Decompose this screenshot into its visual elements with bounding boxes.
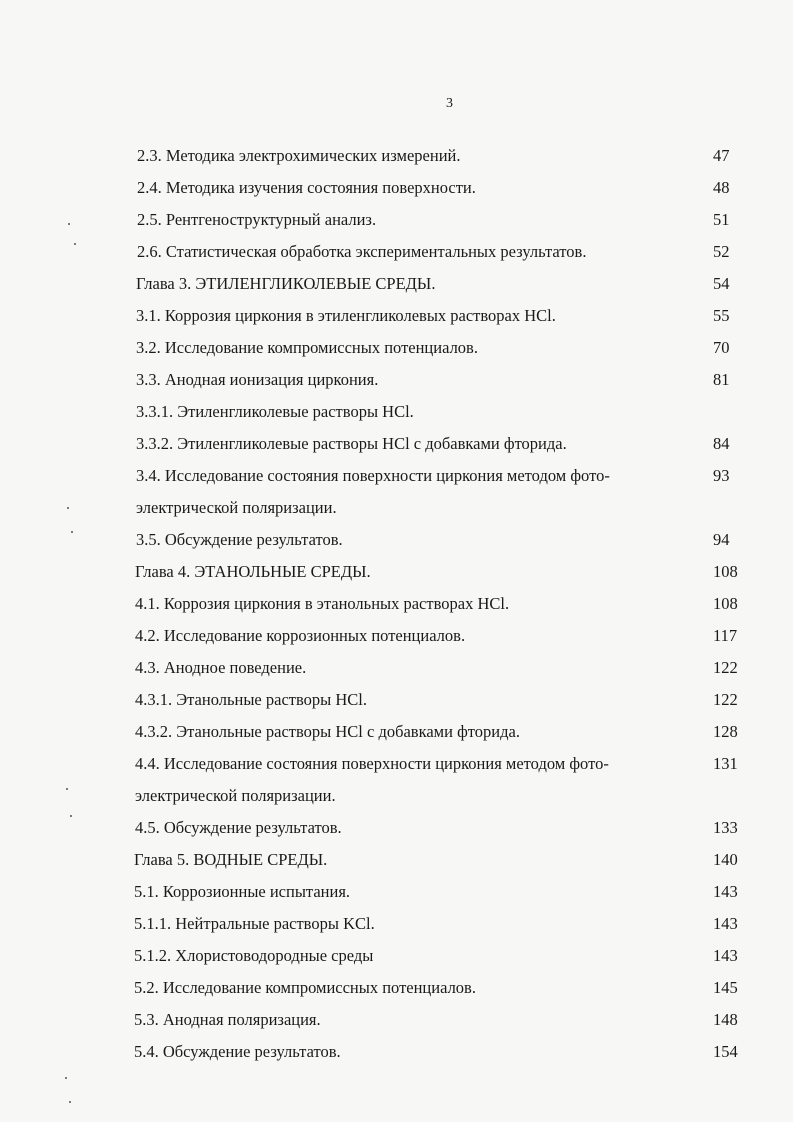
- toc-entry-title: электрической поляризации.: [135, 786, 336, 805]
- toc-entry-title: 3.2. Исследование компромиссных потенциалов.: [136, 338, 478, 357]
- toc-entry: [0, 300, 793, 332]
- toc-entry-title: 3.3.2. Этиленгликолевые растворы HCl с добавками фторида.: [136, 434, 567, 453]
- toc-entry-title: 3.1. Коррозия циркония в этиленгликолевых растворах HCl.: [136, 306, 556, 325]
- toc-entry-page: 143: [713, 914, 738, 933]
- toc-entry-page: 122: [713, 658, 738, 677]
- toc-entry: [0, 1036, 793, 1068]
- toc-entry-title: 4.3.1. Этанольные растворы HCl.: [135, 690, 367, 709]
- toc-entry-page: 55: [713, 306, 730, 325]
- toc-entry-page: 117: [713, 626, 738, 645]
- toc-entry: [0, 556, 793, 588]
- toc-entry-page: 131: [713, 754, 738, 773]
- toc-entry-page: 143: [713, 882, 738, 901]
- toc-entry-title: Глава 3. ЭТИЛЕНГЛИКОЛЕВЫЕ СРЕДЫ.: [136, 274, 436, 293]
- scan-speck: [70, 815, 72, 817]
- toc-entry: [0, 588, 793, 620]
- toc-entry: [0, 652, 793, 684]
- toc-entry-title: 4.3.2. Этанольные растворы HCl с добавками фторида.: [135, 722, 520, 741]
- toc-entry-title: 5.2. Исследование компромиссных потенциалов.: [134, 978, 476, 997]
- toc-entry-title: 2.6. Статистическая обработка экспериментальных результатов.: [137, 242, 587, 261]
- toc-entry: [0, 876, 793, 908]
- toc-entry: [0, 1004, 793, 1036]
- toc-entry-page: 148: [713, 1010, 738, 1029]
- toc-entry-page: 94: [713, 530, 730, 549]
- toc-entry-page: 54: [713, 274, 730, 293]
- toc-entry-page: 48: [713, 178, 730, 197]
- toc-entry: [0, 780, 793, 812]
- toc-entry-title: электрической поляризации.: [136, 498, 337, 517]
- toc-entry: [0, 716, 793, 748]
- toc-entry: [0, 172, 793, 204]
- toc-entry-title: 4.3. Анодное поведение.: [135, 658, 307, 677]
- toc-entry-page: 133: [713, 818, 738, 837]
- toc-entry-title: 5.1.2. Хлористоводородные среды: [134, 946, 374, 965]
- toc-entry-title: 3.5. Обсуждение результатов.: [136, 530, 343, 549]
- toc-entry: [0, 620, 793, 652]
- toc-entry: [0, 492, 793, 524]
- toc-entry-page: 47: [713, 146, 730, 165]
- toc-entry-page: 128: [713, 722, 738, 741]
- toc-entry-title: 5.1.1. Нейтральные растворы KCl.: [134, 914, 375, 933]
- toc-entry-title: 4.2. Исследование коррозионных потенциалов.: [135, 626, 466, 645]
- toc-entry-page: 145: [713, 978, 738, 997]
- scan-speck: [74, 243, 76, 245]
- toc-entry: [0, 812, 793, 844]
- toc-entry-title: 2.3. Методика электрохимических измерений.: [137, 146, 461, 165]
- toc-entry-page: 108: [713, 562, 738, 581]
- toc-entry: [0, 364, 793, 396]
- toc-entry-page: 81: [713, 370, 730, 389]
- scan-speck: [68, 223, 70, 225]
- toc-entry: [0, 396, 793, 428]
- toc-entry-title: 3.4. Исследование состояния поверхности циркония методом фото-: [136, 466, 610, 485]
- toc-entry-title: 5.3. Анодная поляризация.: [134, 1010, 321, 1029]
- toc-entry: [0, 684, 793, 716]
- scan-speck: [67, 507, 69, 509]
- toc-entry-page: 93: [713, 466, 730, 485]
- toc-entry: [0, 460, 793, 492]
- toc-entry: [0, 748, 793, 780]
- toc-entry-title: 3.3. Анодная ионизация циркония.: [136, 370, 379, 389]
- toc-entry-title: Глава 4. ЭТАНОЛЬНЫЕ СРЕДЫ.: [135, 562, 371, 581]
- toc-entry-page: 108: [713, 594, 738, 613]
- scan-speck: [65, 1077, 67, 1079]
- toc-entry-title: 4.5. Обсуждение результатов.: [135, 818, 342, 837]
- toc-entry-page: 122: [713, 690, 738, 709]
- toc-entry: [0, 428, 793, 460]
- scan-speck: [66, 788, 68, 790]
- toc-entry: [0, 268, 793, 300]
- toc-entry: [0, 524, 793, 556]
- page-number: 3: [446, 96, 453, 111]
- toc-entry-page: 70: [713, 338, 730, 357]
- toc-entry-page: 154: [713, 1042, 738, 1061]
- toc-entry-title: 5.1. Коррозионные испытания.: [134, 882, 351, 901]
- toc-entry: [0, 972, 793, 1004]
- toc-entry: [0, 236, 793, 268]
- toc-entry-page: 140: [713, 850, 738, 869]
- toc-entry: [0, 844, 793, 876]
- toc-entry-page: 84: [713, 434, 730, 453]
- toc-entry-title: 2.4. Методика изучения состояния поверхности.: [137, 178, 476, 197]
- toc-entry: [0, 332, 793, 364]
- toc-entry: [0, 140, 793, 172]
- toc-entry: [0, 204, 793, 236]
- toc-entry-title: 4.1. Коррозия циркония в этанольных растворах HCl.: [135, 594, 510, 613]
- toc-entry-page: 143: [713, 946, 738, 965]
- toc-entry-title: Глава 5. ВОДНЫЕ СРЕДЫ.: [134, 850, 328, 869]
- toc-entry-title: 3.3.1. Этиленгликолевые растворы HCl.: [136, 402, 414, 421]
- scan-speck: [69, 1101, 71, 1103]
- toc-entry: [0, 908, 793, 940]
- toc-entry-title: 2.5. Рентгеноструктурный анализ.: [137, 210, 377, 229]
- toc-entry-page: 52: [713, 242, 730, 261]
- toc-entry: [0, 940, 793, 972]
- scan-speck: [71, 531, 73, 533]
- toc-entry-page: 51: [713, 210, 730, 229]
- toc-entry-title: 4.4. Исследование состояния поверхности циркония методом фото-: [135, 754, 609, 773]
- toc-entry-title: 5.4. Обсуждение результатов.: [134, 1042, 341, 1061]
